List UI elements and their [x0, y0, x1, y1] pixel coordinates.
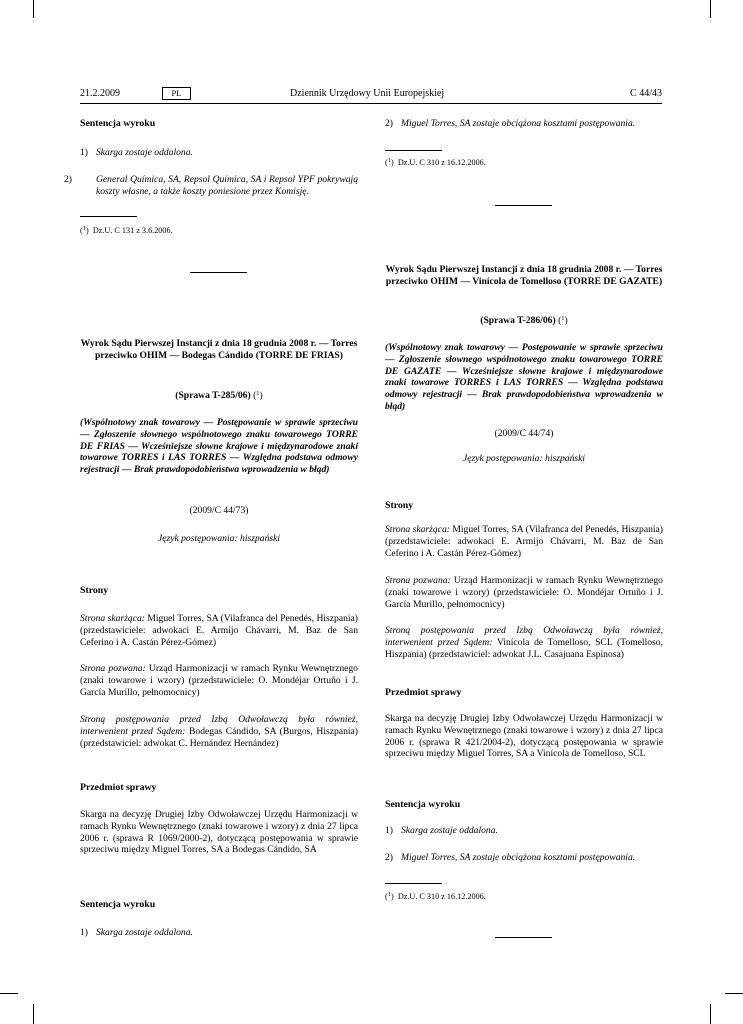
footnote-rule-right-2 [385, 883, 442, 884]
defendant-right: Strona pozwana: Urząd Harmonizacji w ramach Rynku Wewnętrznego (znaki towarowe i wzory) (przedstawiciele: O. Mondéjar Ortuño i J. García Murillo, pełnomocnicy) [385, 575, 663, 610]
journal-title: Dziennik Urzędowy Unii Europejskiej [290, 88, 445, 99]
ruling-item-2-continued: 2) Miguel Torres, SA zostaje obciążona kosztami postępowania. [385, 118, 636, 129]
subject-heading-right: Przedmiot sprawy [385, 687, 462, 698]
section-separator-right-2 [495, 937, 552, 938]
header-rule [80, 103, 662, 104]
intervener-right: Stroną postępowania przed Izbą Odwoławczą była również, interwenient przed Sądem: Vinícola de Tomelloso, SCL (Tomelloso, Hiszpania) (przedstawiciel: adwokat J.L. Casajuana Espinosa) [385, 625, 663, 660]
running-header [80, 88, 662, 102]
footnote-right-2: ($^1$) Dz.U. C 310 z 16.12.2006. [385, 891, 486, 901]
applicant-right: Strona skarżąca: Miguel Torres, SA (Vilafranca del Penedés, Hiszpania) (przedstawiciele: adwokaci E. Armijo Chávarri, M. Baz de San Ceferino i A. Castán Pérez-Gómez) [385, 524, 663, 559]
case-title-right: Wyrok Sądu Pierwszej Instancji z dnia 18 grudnia 2008 r. — Torres przeciwko OHIM — Vinícola de Tomelloso (TORRE DE GAZATE) [385, 264, 663, 287]
crop-mark-right-horizontal [725, 993, 743, 994]
footnote-right: ($^1$) Dz.U. C 310 z 16.12.2006. [385, 157, 486, 167]
subject-heading: Przedmiot sprawy [80, 782, 157, 793]
ruling-item-2-right: 2) Miguel Torres, SA zostaje obciążona kosztami postępowania. [385, 852, 636, 863]
case-number: (Sprawa T-285/06) ($^1$) [175, 390, 263, 401]
crop-mark-bottom-right [710, 1004, 711, 1024]
parties-heading-right: Strony [385, 500, 414, 511]
ruling-item-1b: 1) Skarga zostaje oddalona. [80, 927, 193, 938]
ruling-heading: Sentencja wyroku [80, 118, 156, 129]
case-number-right: (Sprawa T-286/06) ($^1$) [480, 315, 568, 326]
crop-mark-top-right [710, 0, 711, 18]
subject-text-right: Skarga na decyzję Drugiej Izby Odwoławczej Urzędu Harmonizacji w ramach Rynku Wewnętrznego (znaki towarowe i wzory) z dnia 27 lipca 2006 r. (sprawa R 421/2004-2), dotyczącą postępowania w sprawie sprzeciwu między Miguel Torres, SA a Vinícola de Tomelloso, SCL [385, 713, 663, 760]
applicant: Strona skarżąca: Miguel Torres, SA (Vilafranca del Penedés, Hiszpania) (przedstawiciele: adwokaci E. Armijo Chávarri, M. Baz de San Ceferino i A. Castán Pérez-Gómez) [80, 613, 358, 648]
language-badge: PL [162, 87, 191, 100]
footnote: ($^1$) Dz.U. C 131 z 3.6.2006. [80, 225, 173, 235]
ruling-item-2: 2) General Química, SA, Repsol Química, SA i Repsol YPF pokrywają koszty własne, a także koszty poniesione przez Komisję. [64, 174, 358, 197]
crop-mark-bottom-left [33, 1004, 34, 1024]
parties-heading: Strony [80, 585, 109, 596]
section-separator-right [495, 205, 552, 206]
intervener: Stroną postępowania przed Izbą Odwoławczą była również, interwenient przed Sądem: Bodegas Cándido, SA (Burgos, Hiszpania) (przedstawiciel: adwokat C. Hernández Hernández) [80, 714, 358, 749]
case-subject-right: (Wspólnotowy znak towarowy — Postępowanie w sprawie sprzeciwu — Zgłoszenie słownego wspólnotowego znaku towarowego TORRE DE GAZATE — Wcześniejsze słowne krajowe i międzynarodowe znaki towarowe TORRES i LAS TORRES — Względna podstawa odmowy rejestracji — Brak prawdopodobieństwa wprowadzenia w błąd) [385, 342, 663, 412]
ruling-item-1: 1) Skarga zostaje oddalona. [80, 147, 193, 158]
crop-mark-top-left [33, 0, 34, 18]
language-of-case-right: Język postępowania: hiszpański [462, 453, 586, 464]
publication-reference: (2009/C 44/73) [189, 505, 249, 516]
ruling-heading-right: Sentencja wyroku [385, 799, 461, 810]
case-title: Wyrok Sądu Pierwszej Instancji z dnia 18 grudnia 2008 r. — Torres przeciwko OHIM — Bodegas Cándido (TORRE DE FRIAS) [80, 338, 358, 361]
section-separator [190, 272, 247, 273]
ruling-heading-2: Sentencja wyroku [80, 899, 156, 910]
footnote-rule [80, 216, 137, 217]
crop-mark-left-horizontal [0, 993, 18, 994]
language-of-case: Język postępowania: hiszpański [157, 533, 281, 544]
page-number: C 44/43 [630, 88, 662, 99]
footnote-rule-right [385, 150, 442, 151]
subject-text: Skarga na decyzję Drugiej Izby Odwoławczej Urzędu Harmonizacji w ramach Rynku Wewnętrznego (znaki towarowe i wzory) z dnia 27 lipca 2006 r. (sprawa R 1069/2000-2), dotyczącą postępowania w sprawie sprzeciwu między Miguel Torres, SA a Bodegas Cándido, SA [80, 809, 358, 856]
publication-reference-right: (2009/C 44/74) [494, 428, 554, 439]
case-subject: (Wspólnotowy znak towarowy — Postępowanie w sprawie sprzeciwu — Zgłoszenie słownego wspólnotowego znaku towarowego TORRE DE FRIAS — Wcześniejsze słowne krajowe i międzynarodowe znaki towarowe TORRES i LAS TORRES — Względna podstawa odmowy rejestracji — Brak prawdopodobieństwa wprowadzenia w błąd) [80, 417, 358, 476]
ruling-item-1-right: 1) Skarga zostaje oddalona. [385, 825, 498, 836]
defendant: Strona pozwana: Urząd Harmonizacji w ramach Rynku Wewnętrznego (znaki towarowe i wzory) (przedstawiciele: O. Mondéjar Ortuño i J. García Murillo, pełnomocnicy) [80, 663, 358, 698]
header-date: 21.2.2009 [80, 88, 120, 99]
